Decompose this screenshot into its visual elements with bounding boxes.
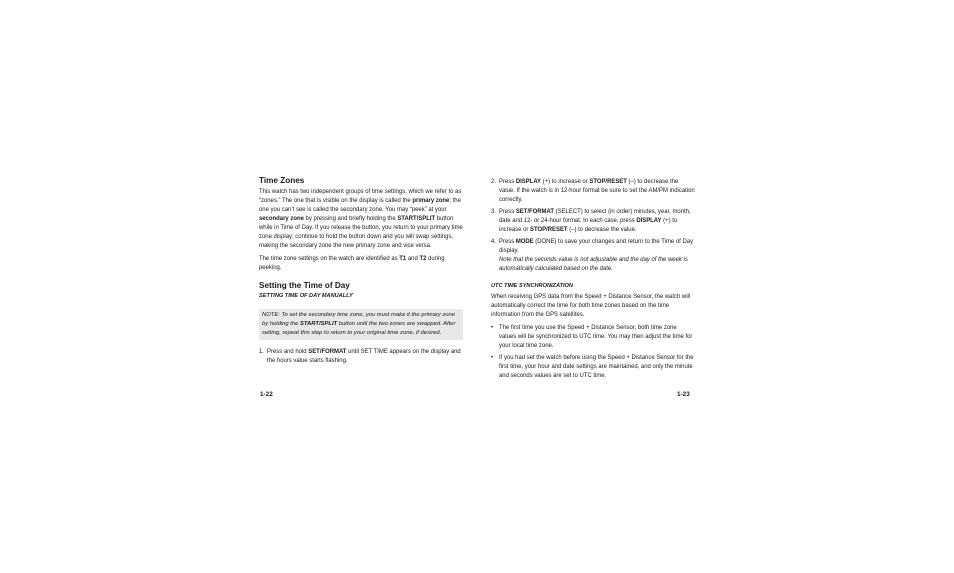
- page-number-left: 1-22: [260, 391, 273, 398]
- manual-setting-subheading: SETTING TIME OF DAY MANUALLY: [259, 293, 353, 299]
- step-4: [491, 238, 695, 274]
- left-page: [259, 176, 463, 369]
- bullet-text: If you had set the watch before using the Speed + Distance Sensor for the first time, your hour and date settings are maintained, and only the minute and seconds values are set to UTC time.: [499, 355, 694, 379]
- zone-identifiers-paragraph: The time zone settings on the watch are identified as T1 and T2 during peeking.: [259, 256, 445, 271]
- utc-sync-heading: UTC TIME SYNCHRONIZATION: [491, 283, 573, 289]
- right-page: [491, 178, 695, 384]
- step-number: 3.: [491, 209, 496, 215]
- bullet-icon: •: [491, 325, 494, 331]
- setting-time-heading: Setting the Time of Day: [259, 281, 350, 290]
- step-text: Press MODE (DONE) to save your changes and return to the Time of Day display. Note that the seconds value is not adjustable and the day of the week is automatically calculated based on the date.: [499, 239, 694, 272]
- step-number: 4.: [491, 239, 496, 245]
- bullet-item: [491, 324, 695, 351]
- step-2: [491, 178, 695, 205]
- bullet-text: The first time you use the Speed + Distance Sensor, both time zone values will be synchronized to UTC time. You may then adjust the time for your local time zone.: [499, 325, 693, 349]
- note-box: NOTE: To set the secondary time zone, you must make it the primary zone by holding the START/SPLIT button until the two zones are swapped. After setting, repeat this step to return to your original time zone, if desired.: [259, 309, 463, 340]
- step-text: Press SET/FORMAT (SELECT) to select (in order) minutes, year, month, date and 12- or 24-hour format. In each case, press DISPLAY (+) to increase or STOP/RESET (–) to decrease the value.: [499, 209, 691, 233]
- time-zones-heading: Time Zones: [259, 176, 305, 185]
- step-text: Press DISPLAY (+) to increase or STOP/RESET (–) to decrease the value. If the watch is in 12-hour format be sure to set the AM/PM indication correctly.: [499, 179, 695, 203]
- bullet-item: [491, 354, 695, 381]
- page-number-right: 1-23: [677, 391, 690, 398]
- step-3: [491, 208, 695, 235]
- utc-sync-paragraph: When receiving GPS data from the Speed + Distance Sensor, the watch will automatically correct the time for both time zones based on the time information from the GPS satellites.: [491, 294, 691, 318]
- step-text: Press and hold SET/FORMAT until SET TIME appears on the display and the hours value starts flashing.: [267, 349, 461, 364]
- step-number: 2.: [491, 179, 496, 185]
- step-number: 1.: [259, 349, 264, 355]
- time-zones-paragraph: This watch has two independent groups of time settings, which we refer to as “zones.” The one that is visible on the display is called the primary zone; the one you can’t see is called the secondary zone. You may “peek” at your secondary zone by pressing and briefly holding the START/SPLIT button while in Time of Day. If you release the button, you return to your primary time zone display; continue to hold the button down and you will swap settings, making the secondary zone the new primary zone and vice versa.: [259, 189, 463, 249]
- step-1: [259, 348, 463, 366]
- bullet-icon: •: [491, 355, 494, 361]
- step-note: Note that the seconds value is not adjustable and the day of the week is automatically calculated based on the date.: [499, 257, 688, 272]
